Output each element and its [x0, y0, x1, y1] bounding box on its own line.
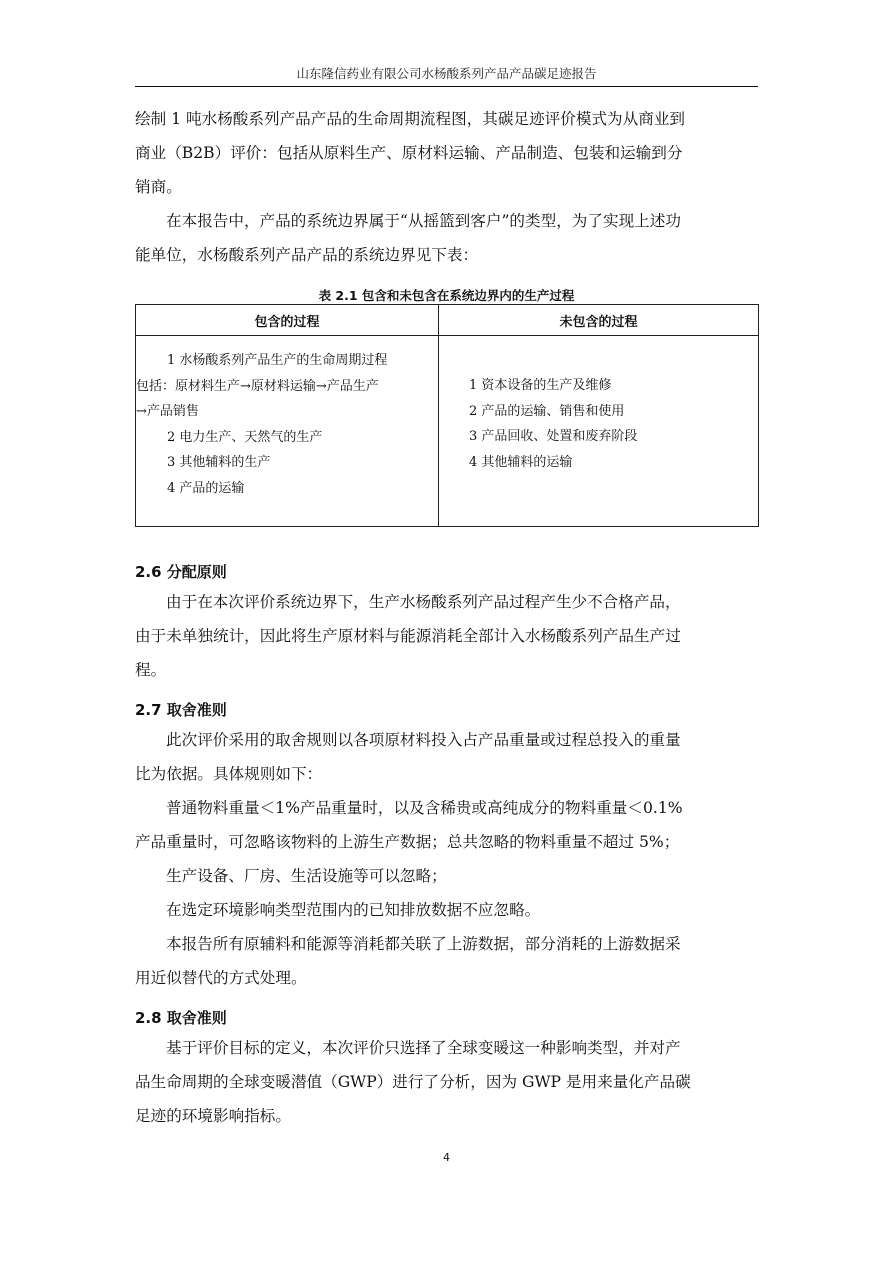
table-row — [136, 336, 759, 527]
page-number: 4 — [443, 1151, 450, 1164]
text-line: 在本报告中，产品的系统边界属于“从摇篮到客户”的类型，为了实现上述功 — [166, 212, 681, 230]
included-processes-cell — [136, 336, 439, 527]
section-2-7-paragraph-5 — [135, 927, 758, 995]
table-header-row — [136, 305, 759, 336]
section-2-7-paragraph-1 — [135, 723, 758, 791]
text-line: 产品重量时，可忽略该物料的上游生产数据；总共忽略的物料重量不超过 5%； — [135, 833, 680, 851]
list-item: 2 电力生产、天然气的生产 — [167, 429, 323, 445]
table-header-included: 包含的过程 — [136, 305, 439, 336]
list-item: 包括：原材料生产→原材料运输→产品生产 — [136, 378, 379, 394]
text-line: 销商。 — [135, 178, 182, 196]
text-line: 本报告所有原辅料和能源等消耗都关联了上游数据，部分消耗的上游数据采 — [166, 935, 681, 953]
header-rule — [135, 86, 758, 87]
page-content — [135, 102, 758, 1133]
section-2-6-paragraph — [135, 585, 758, 687]
list-item: 1 资本设备的生产及维修 — [469, 378, 612, 393]
text-line: 普通物料重量＜1%产品重量时，以及含稀贵或高纯成分的物料重量＜0.1% — [166, 799, 683, 817]
page-header: 山东隆信药业有限公司水杨酸系列产品产品碳足迹报告 — [296, 66, 597, 81]
list-item: 4 其他辅料的运输 — [469, 454, 573, 470]
section-heading-2-7: 2.7 取舍准则 — [135, 701, 227, 719]
text-line: 此次评价采用的取舍规则以各项原材料投入占产品重量或过程总投入的重量 — [166, 731, 681, 749]
list-item: 1 水杨酸系列产品生产的生命周期过程 — [167, 353, 388, 368]
table-header-excluded: 未包含的过程 — [439, 305, 759, 336]
intro-paragraph-2 — [135, 204, 758, 272]
list-item: 2 产品的运输、销售和使用 — [469, 403, 625, 419]
system-boundary-table — [135, 304, 759, 527]
text-line: 商业（B2B）评价：包括从原料生产、原材料运输、产品制造、包装和运输到分 — [135, 144, 683, 162]
section-2-7-paragraph-2 — [135, 791, 758, 859]
text-line: 用近似替代的方式处理。 — [135, 969, 307, 987]
text-line: 品生命周期的全球变暖潜值（GWP）进行了分析，因为 GWP 是用来量化产品碳 — [135, 1073, 691, 1091]
section-2-8-paragraph — [135, 1031, 758, 1133]
section-2-7-paragraph-3: 生产设备、厂房、生活设施等可以忽略； — [166, 867, 447, 885]
text-line: 基于评价目标的定义，本次评价只选择了全球变暖这一种影响类型，并对产 — [166, 1039, 681, 1057]
list-item: 3 产品回收、处置和废弃阶段 — [469, 429, 638, 444]
section-2-7-paragraph-4: 在选定环境影响类型范围内的已知排放数据不应忽略。 — [166, 901, 541, 919]
text-line: 程。 — [135, 661, 167, 679]
text-line: 绘制 1 吨水杨酸系列产品产品的生命周期流程图，其碳足迹评价模式为从商业到 — [135, 110, 686, 128]
text-line: 能单位，水杨酸系列产品产品的系统边界见下表： — [135, 246, 479, 264]
text-line: 足迹的环境影响指标。 — [135, 1107, 291, 1125]
list-item: →产品销售 — [136, 404, 199, 419]
list-item: 4 产品的运输 — [167, 480, 245, 496]
text-line: 由于未单独统计，因此将生产原材料与能源消耗全部计入水杨酸系列产品生产过 — [135, 627, 681, 645]
section-heading-2-6: 2.6 分配原则 — [135, 563, 227, 581]
excluded-processes-cell — [439, 336, 759, 527]
section-heading-2-8: 2.8 取舍准则 — [135, 1009, 227, 1027]
intro-paragraph-1 — [135, 102, 758, 204]
list-item: 3 其他辅料的生产 — [167, 455, 271, 470]
text-line: 由于在本次评价系统边界下，生产水杨酸系列产品过程产生少不合格产品， — [166, 593, 681, 611]
text-line: 比为依据。具体规则如下： — [135, 765, 323, 783]
table-caption: 表 2.1 包含和未包含在系统边界内的生产过程 — [318, 288, 575, 303]
